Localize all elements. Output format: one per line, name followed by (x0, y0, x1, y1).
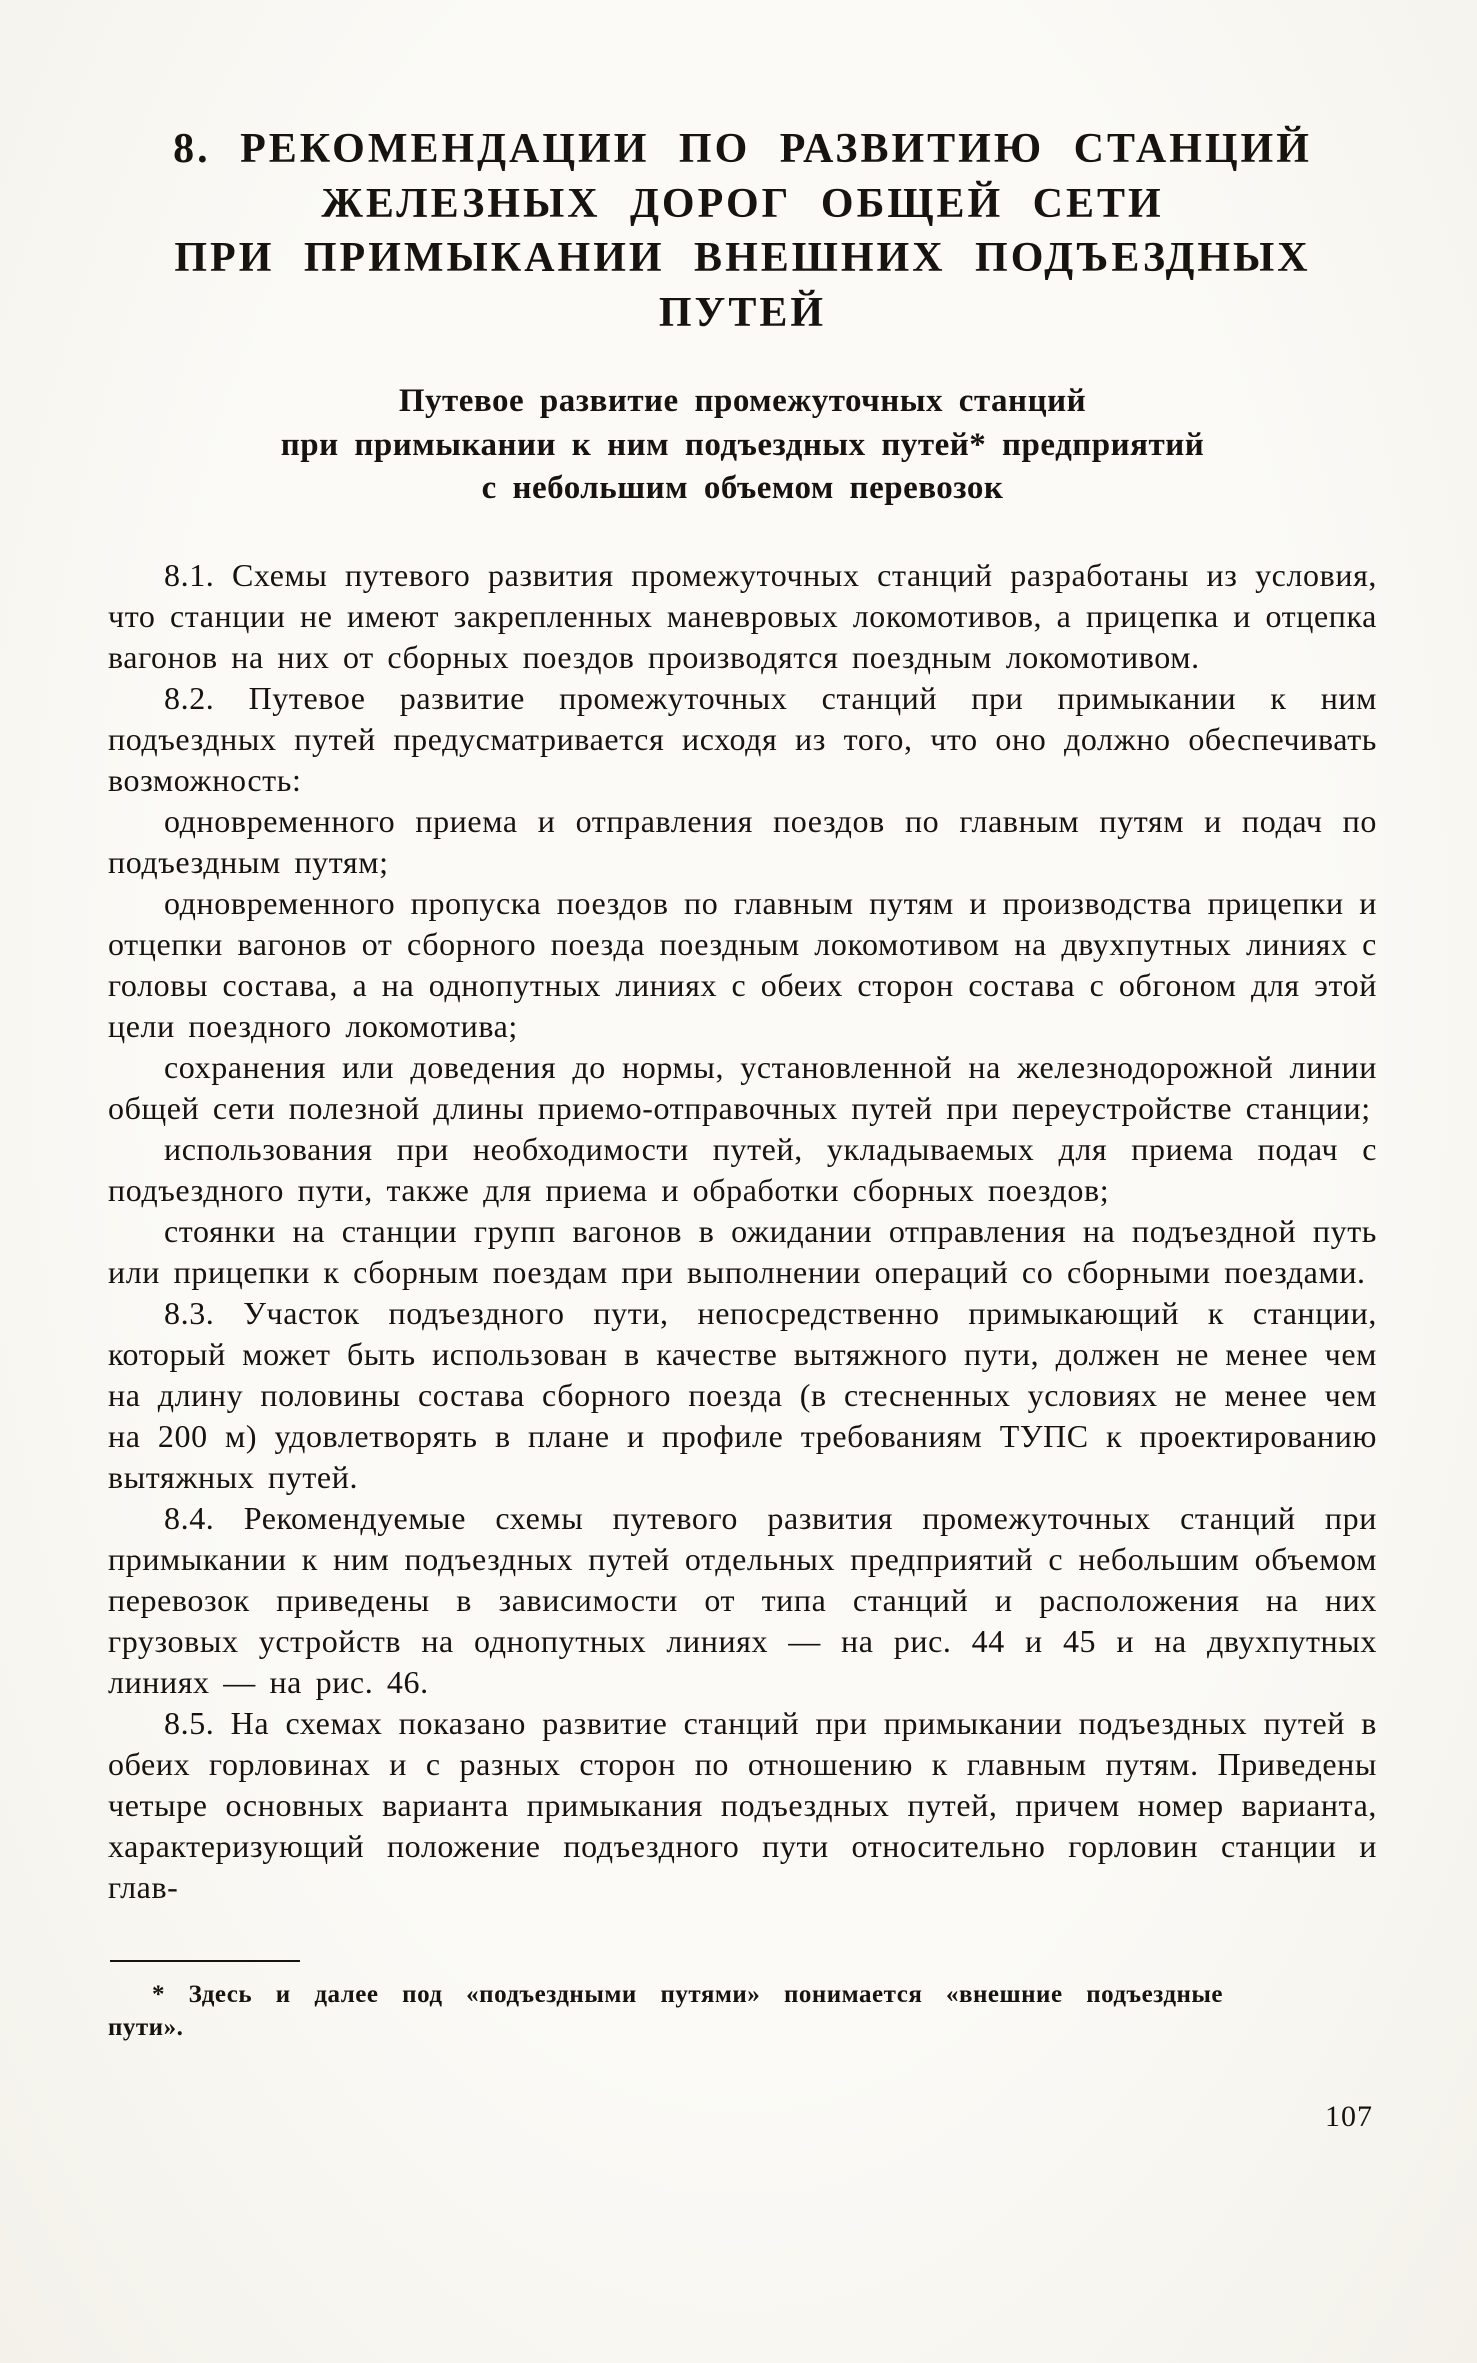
body-text (108, 555, 1377, 1908)
footnote-area (108, 1960, 1377, 2044)
paragraph-8-5: 8.5. На схемах показано развитие станций при примыкании подъездных путей в обеих горловинах и с разных сторон по отношению к главным путям. Приведены четыре основных варианта примыкания подъездных путей, причем номер варианта, характеризующий положение подъездного пути относительно горловин станции и глав- (108, 1705, 1377, 1906)
chapter-title-line: ПУТЕЙ (658, 289, 827, 336)
paragraph-8-4: 8.4. Рекомендуемые схемы путевого развития промежуточных станций при примыкании к ним подъездных путей отдельных предприятий с небольшим объемом перевозок приведены в зависимости от типа станций и расположения на них грузовых устройств на однопутных линиях — на рис. 44 и 45 и на двухпутных линиях — на рис. 46. (108, 1500, 1377, 1701)
paragraph-8-2-item: одновременного пропуска поездов по главным путям и производства прицепки и отцепки вагонов от сборного поезда поездным локомотивом на двухпутных линиях с головы состава, а на однопутных линиях с обеих сторон состава с обгоном для этой цели поездного локомотива; (108, 885, 1377, 1045)
paragraph-8-2-item: одновременного приема и отправления поездов по главным путям и подач по подъездным путям; (108, 803, 1377, 881)
chapter-title (108, 122, 1377, 340)
footnote-divider (110, 1960, 300, 1962)
paragraph-8-2-item: использования при необходимости путей, укладываемых для приема подач с подъездного пути, также для приема и обработки сборных поездов; (108, 1131, 1377, 1209)
section-subtitle (108, 380, 1377, 511)
paragraph-8-2-item: сохранения или доведения до нормы, установленной на железнодорожной линии общей сети полезной длины приемо-отправочных путей при переустройстве станции; (108, 1049, 1377, 1127)
paragraph-8-2-intro: 8.2. Путевое развитие промежуточных станций при примыкании к ним подъездных путей предусматривается исходя из того, что оно должно обеспечивать возможность: (108, 680, 1377, 799)
chapter-title-line: ПРИ ПРИМЫКАНИИ ВНЕШНИХ ПОДЪЕЗДНЫХ (174, 235, 1311, 282)
section-subtitle-line: с небольшим объемом перевозок (481, 470, 1004, 507)
page-number: 107 (1325, 2100, 1373, 2134)
section-subtitle-line: Путевое развитие промежуточных станций (398, 383, 1087, 420)
chapter-title-line: ЖЕЛЕЗНЫХ ДОРОГ ОБЩЕЙ СЕТИ (321, 180, 1164, 227)
paragraph-8-1: 8.1. Схемы путевого развития промежуточных станций разработаны из условия, что станции не имеют закрепленных маневровых локомотивов, а прицепка и отцепка вагонов на них от сборных поездов производятся поездным локомотивом. (108, 557, 1377, 676)
section-subtitle-line: при примыкании к ним подъездных путей* предприятий (280, 426, 1205, 463)
paragraph-8-2-item: стоянки на станции групп вагонов в ожидании отправления на подъездной путь или прицепки к сборным поездам при выполнении операций со сборными поездами. (108, 1213, 1377, 1291)
chapter-title-line: 8. РЕКОМЕНДАЦИИ ПО РАЗВИТИЮ СТАНЦИЙ (173, 126, 1312, 172)
footnote-text: * Здесь и далее под «подъездными путями» понимается «внешние подъездные пути». (108, 1981, 1223, 2042)
paragraph-8-3: 8.3. Участок подъездного пути, непосредственно примыкающий к станции, который может быть использован в качестве вытяжного пути, должен не менее чем на длину половины состава сборного поезда (в стесненных условиях не менее чем на 200 м) удовлетворять в плане и профиле требованиям ТУПС к проектированию вытяжных путей. (108, 1295, 1377, 1496)
